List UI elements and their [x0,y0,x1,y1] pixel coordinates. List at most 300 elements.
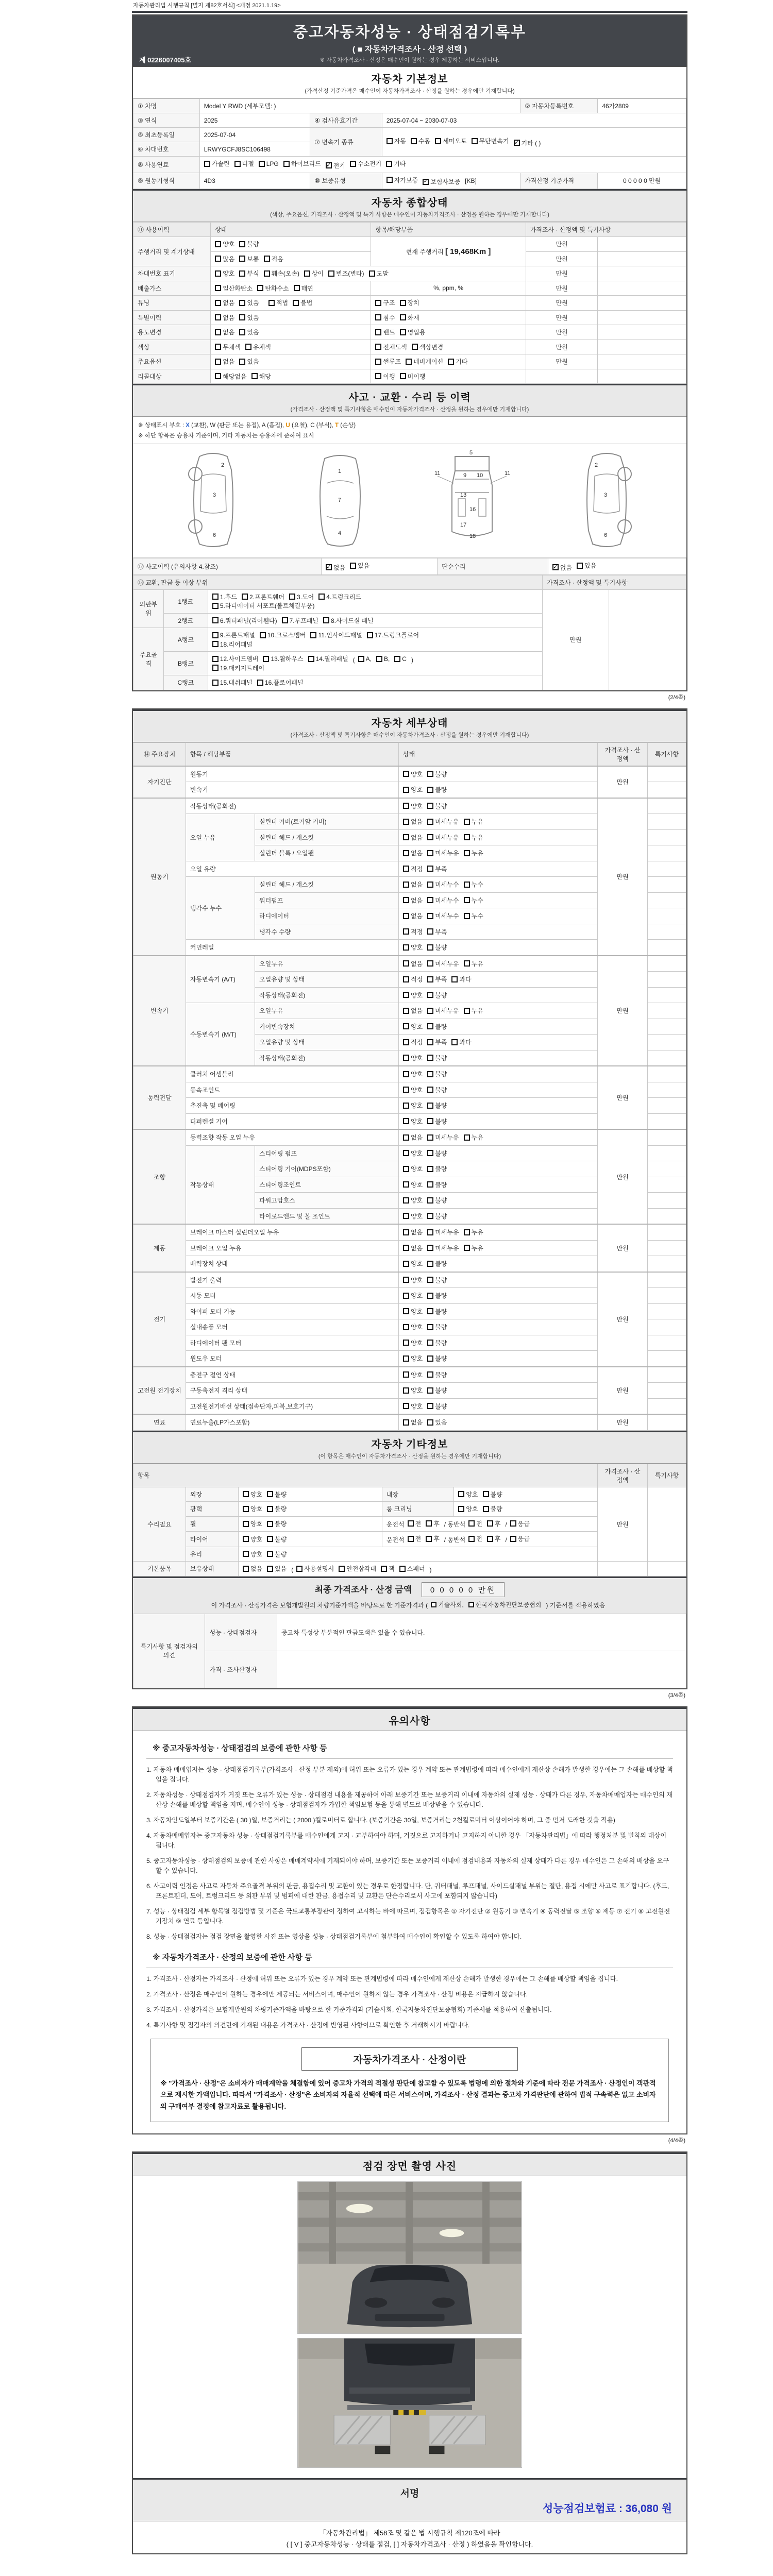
checkbox[interactable] [403,897,409,903]
option-label: 없음 [250,1565,263,1572]
checkbox[interactable] [239,241,245,247]
checkbox[interactable] [403,1245,409,1251]
checkbox[interactable] [394,656,400,662]
checkbox[interactable] [308,656,314,662]
checkbox[interactable] [212,594,219,600]
option [323,616,374,625]
rank-label: A랭크 [164,628,208,652]
checkbox[interactable] [427,771,433,777]
note-cell [647,798,686,814]
checkbox[interactable] [264,270,270,277]
checkbox[interactable] [257,680,263,686]
option [215,357,234,366]
checkbox[interactable] [243,1521,249,1527]
option [403,1006,423,1015]
emission-values: %, ppm, % [371,281,526,296]
col-header: ⑭ 주요장치 [133,742,186,766]
checkbox[interactable] [408,1520,414,1527]
checkbox[interactable] [375,359,381,365]
checkbox[interactable] [427,1103,433,1109]
section-photos [133,2153,686,2176]
item-label: 배력장치 상태 [186,1256,398,1272]
checkbox[interactable] [403,1103,409,1109]
checkbox[interactable] [215,314,221,320]
checkbox[interactable] [427,1118,433,1124]
checkbox[interactable] [215,270,221,277]
checkbox[interactable] [386,138,393,144]
checkbox[interactable] [212,641,219,647]
option [293,298,312,307]
item-label: 기어변속장치 [255,1019,399,1035]
checkbox[interactable] [386,161,392,167]
option-label: 도말 [376,270,389,277]
checkbox[interactable] [296,1566,303,1572]
notices-body [133,1731,686,2133]
checkbox[interactable] [375,300,381,306]
option-label: 5.라디에이터 서포트(볼트체결부품) [220,602,315,609]
checkbox[interactable] [358,656,364,662]
checkbox[interactable] [367,632,373,638]
checkbox[interactable] [242,594,248,600]
option-label: 불량 [435,1181,447,1189]
option-label: 부족 [435,976,447,983]
option-label: 기타 ( ) [521,139,541,147]
checkbox[interactable] [375,314,381,320]
checkbox[interactable] [245,344,251,350]
checkbox[interactable] [403,771,409,777]
checkbox[interactable] [403,1293,409,1299]
checkbox[interactable] [294,285,300,291]
checkbox[interactable] [239,300,245,306]
option [427,1354,447,1363]
checkbox[interactable] [427,803,433,809]
checkbox[interactable] [375,344,381,350]
checkbox[interactable] [403,1340,409,1346]
checkbox[interactable] [427,1008,433,1014]
option-label: 무채색 [223,343,241,351]
checkbox[interactable] [427,882,433,888]
option-label: 양호 [466,1505,478,1513]
option [403,1117,423,1126]
checkbox[interactable]: ✓ [514,139,519,146]
checkbox[interactable] [403,1387,409,1394]
checkbox[interactable] [403,1166,409,1172]
option [427,1101,447,1110]
checkbox[interactable] [204,161,210,167]
document-number: 제 0226007405호 [139,56,192,64]
checkbox[interactable] [403,866,409,872]
checkbox[interactable] [427,1213,433,1219]
checkbox[interactable] [427,1134,433,1141]
option [427,1070,447,1078]
checkbox[interactable] [403,1371,409,1378]
checkbox[interactable] [328,270,334,277]
checkbox[interactable] [403,1355,409,1362]
checkbox[interactable] [403,1118,409,1124]
note-cell [647,1098,686,1114]
checkbox[interactable] [427,960,433,967]
checkbox[interactable] [403,882,409,888]
checkbox[interactable] [310,632,316,638]
checkbox[interactable] [427,897,433,903]
checkbox[interactable] [243,1536,249,1542]
final-price-label: 최종 가격조사 · 산정 금액 [314,1584,412,1595]
checkbox[interactable] [427,1403,433,1409]
checkbox[interactable] [257,285,263,291]
checkbox[interactable] [427,834,433,840]
checkbox[interactable] [408,1536,414,1542]
checkbox[interactable] [403,913,409,919]
checkbox[interactable] [239,329,245,335]
checkbox[interactable] [403,960,409,967]
option-label: 8.사이드실 패널 [330,617,374,624]
price-cell: 만원 [526,354,597,369]
checkbox[interactable] [243,1566,249,1572]
note-cell [647,782,686,798]
state-options [399,1161,598,1177]
checkbox[interactable] [427,1277,433,1283]
checkbox[interactable] [427,1293,433,1299]
checkbox[interactable] [403,1324,409,1330]
checkbox[interactable] [403,850,409,856]
option [263,654,303,663]
notice-item: 8. 성능 · 상태점검자는 점검 장면을 촬영한 사진 또는 영상을 성능 · 상태점검기록부에 첨부하여 매수인이 확인할 수 있도록 하여야 합니다. [146,1933,522,1941]
option-text: ) [411,656,413,664]
accident-history-row [133,558,686,575]
checkbox[interactable] [427,1245,433,1251]
checkbox[interactable] [212,617,219,623]
checkbox[interactable] [427,1166,433,1172]
checkbox[interactable] [427,1055,433,1061]
checkbox[interactable] [426,1520,432,1527]
checkbox[interactable] [267,1506,273,1512]
svg-text:16: 16 [469,506,476,513]
checkbox[interactable] [468,1520,475,1527]
checkbox[interactable] [427,1355,433,1362]
checkbox[interactable] [403,1087,409,1093]
checkbox[interactable] [403,1277,409,1283]
checkbox[interactable] [403,1134,409,1141]
final-price-band [133,1577,686,1614]
checkbox[interactable] [403,944,409,951]
checkbox[interactable] [215,241,221,247]
checkbox[interactable] [427,1181,433,1188]
checkbox[interactable]: ✓ [553,564,558,570]
item-label: 냉각수 수량 [255,924,399,940]
checkbox[interactable] [403,1071,409,1077]
checkbox[interactable] [375,373,381,379]
checkbox[interactable] [427,1419,433,1426]
checkbox[interactable] [427,1197,433,1204]
checkbox[interactable] [403,1055,409,1061]
checkbox[interactable] [427,819,433,825]
checkbox[interactable] [239,256,245,262]
checkbox[interactable] [464,834,470,840]
checkbox[interactable] [487,1520,493,1527]
checkbox[interactable] [464,850,470,856]
checkbox[interactable] [264,256,270,262]
checkbox[interactable] [403,1419,409,1426]
checkbox[interactable] [215,285,221,291]
checkbox[interactable] [406,359,412,365]
checkbox[interactable] [403,976,409,982]
checkbox[interactable] [234,161,241,167]
option [448,357,467,366]
checkbox[interactable] [263,656,269,662]
checkbox[interactable] [267,1551,273,1557]
checkbox[interactable] [451,976,458,982]
checkbox[interactable]: ✓ [326,162,331,168]
checkbox[interactable] [403,1229,409,1235]
checkbox[interactable] [483,1506,489,1512]
checkbox[interactable] [427,1387,433,1394]
checkbox[interactable] [375,329,381,335]
checkbox[interactable] [403,1213,409,1219]
checkbox[interactable] [427,928,433,935]
confirmation-statement [133,2521,686,2553]
checkbox[interactable] [350,161,356,167]
checkbox[interactable] [403,1261,409,1267]
option-label: 1.후드 [220,593,238,601]
checkbox[interactable] [212,680,219,686]
checkbox[interactable] [239,314,245,320]
checkbox[interactable] [403,1023,409,1029]
definition-title: 자동차가격조사 · 산정이란 [301,2047,518,2071]
svg-text:9: 9 [463,472,466,479]
state-options [399,1050,598,1066]
checkbox[interactable] [386,177,393,183]
checkbox[interactable] [427,787,433,793]
checkbox[interactable] [350,563,356,569]
checkbox[interactable]: ✓ [326,564,331,570]
row-label: 외장 [186,1487,238,1502]
note-cell [647,1240,686,1256]
option-label: 미세누수 [435,896,459,904]
checkbox[interactable] [448,359,454,365]
option [267,1564,287,1573]
item-label: 윈도우 모터 [186,1351,398,1367]
checkbox[interactable] [212,665,219,671]
exchange-price-header: 가격조사 · 산정액 및 특기사항 [543,575,686,589]
checkbox[interactable] [403,992,409,998]
option-label: 후 [494,1535,501,1543]
checkbox[interactable] [403,1403,409,1409]
checkbox[interactable] [267,1521,273,1527]
checkbox[interactable] [215,359,221,365]
checkbox[interactable] [323,617,329,623]
checkbox[interactable] [400,300,406,306]
checkbox[interactable] [411,138,417,144]
checkbox[interactable] [510,1520,516,1527]
checkbox[interactable] [464,960,470,967]
checkbox[interactable] [468,1602,474,1607]
checkbox[interactable] [427,1340,433,1346]
checkbox[interactable] [267,1566,273,1572]
checkbox[interactable] [403,819,409,825]
checkbox[interactable] [400,314,406,320]
checkbox[interactable] [212,632,219,638]
checkbox[interactable] [472,138,478,144]
checkbox[interactable] [243,1506,249,1512]
checkbox[interactable] [427,913,433,919]
checkbox[interactable] [215,373,221,379]
checkbox[interactable] [427,1324,433,1330]
option [215,328,234,336]
special-history-options [211,310,371,325]
checkbox[interactable] [215,329,221,335]
checkbox[interactable] [381,1566,387,1572]
checkbox[interactable] [427,1371,433,1378]
color-item-options [371,340,526,354]
checkbox[interactable] [251,373,258,379]
checkbox[interactable] [212,603,219,609]
checkbox[interactable] [212,656,219,662]
checkbox[interactable] [403,1308,409,1314]
option [326,563,345,572]
option-label: 없음 [411,960,423,968]
checkbox[interactable] [400,373,406,379]
note-cell [647,1145,686,1161]
checkbox[interactable] [464,1134,470,1141]
checkbox[interactable] [289,594,295,600]
item-label: 오일누유 [255,956,399,972]
checkbox[interactable]: ✓ [423,178,428,184]
checkbox[interactable] [451,1039,458,1045]
checkbox[interactable] [426,1536,432,1542]
checkbox[interactable] [487,1536,493,1542]
option [403,833,423,842]
checkbox[interactable] [400,329,406,335]
option-label: 불량 [435,991,447,999]
checkbox[interactable] [403,1150,409,1156]
checkbox[interactable] [267,1536,273,1542]
option-label: 미세누유 [435,850,459,857]
checkbox[interactable] [458,1506,464,1512]
checkbox[interactable] [427,992,433,998]
option-label: 불량 [435,1197,447,1204]
checkbox[interactable] [259,161,265,167]
col-header: 가격조사 · 산정액 [598,1464,648,1487]
option [403,1070,423,1078]
checkbox[interactable] [268,300,275,306]
option-label: 부족 [435,928,447,936]
checkbox[interactable] [243,1491,249,1497]
checkbox[interactable] [577,563,583,569]
checkbox[interactable] [427,1087,433,1093]
checkbox[interactable] [464,1008,470,1014]
option-label: 없음 [560,564,572,571]
note-cell [598,354,686,369]
checkbox[interactable] [215,344,221,350]
checkbox[interactable] [427,1150,433,1156]
checkbox[interactable] [399,1566,406,1572]
option [427,1291,447,1300]
checkbox[interactable] [427,1039,433,1045]
checkbox[interactable] [215,300,221,306]
checkbox[interactable] [464,882,470,888]
checkbox[interactable] [427,866,433,872]
checkbox[interactable] [427,1071,433,1077]
checkbox[interactable] [427,1308,433,1314]
state-options [399,1383,598,1399]
checkbox[interactable] [403,803,409,809]
item-label: 라디에이터 [255,908,399,924]
option-label: 불량 [275,1520,287,1528]
state-options [399,861,598,877]
checkbox[interactable] [283,161,290,167]
rank-label: C랭크 [164,675,208,690]
state-options [399,1177,598,1193]
checkbox[interactable] [243,1551,249,1557]
checkbox[interactable] [318,594,325,600]
checkbox[interactable] [427,1229,433,1235]
option [427,802,447,810]
checkbox[interactable] [403,834,409,840]
checkbox[interactable] [468,1536,475,1542]
checkbox[interactable] [376,656,382,662]
checkbox[interactable] [510,1536,516,1542]
checkbox[interactable] [260,632,266,638]
checkbox[interactable] [427,1023,433,1029]
checkbox[interactable] [464,1245,470,1251]
checkbox[interactable] [427,850,433,856]
option [451,975,471,984]
option [464,817,483,826]
option [403,785,423,794]
checkbox[interactable] [431,1602,436,1607]
page-marker-3: (3/4쪽) [668,1692,685,1699]
checkbox[interactable] [403,1197,409,1204]
checkbox[interactable] [369,270,375,277]
checkbox[interactable] [464,819,470,825]
option [350,561,369,570]
checkbox[interactable] [435,138,441,144]
checkbox[interactable] [427,1261,433,1267]
checkbox[interactable] [403,928,409,935]
checkbox[interactable] [403,787,409,793]
checkbox[interactable] [427,976,433,982]
option-label: 불량 [275,1535,287,1543]
checkbox[interactable] [403,1008,409,1014]
option-label: 없음 [223,358,235,365]
mileage-state-options [211,237,371,252]
checkbox[interactable] [403,1181,409,1188]
inspection-photo-front [297,2181,522,2334]
field-label: 가격산정 기준가격 [520,173,598,189]
checkbox[interactable] [267,1491,273,1497]
checkbox[interactable] [464,897,470,903]
option [403,1086,423,1094]
checkbox[interactable] [215,256,221,262]
checkbox[interactable] [403,1039,409,1045]
option-label: 침수 [383,314,395,321]
checkbox[interactable] [293,300,299,306]
device-group-label: 자기진단 [133,766,186,798]
option [318,592,361,601]
checkbox[interactable] [239,359,245,365]
checkbox[interactable] [427,944,433,951]
checkbox[interactable] [239,270,245,277]
checkbox[interactable] [483,1491,489,1497]
checkbox[interactable] [282,617,288,623]
checkbox[interactable] [412,344,418,350]
option-label: 하이브리드 [291,160,321,167]
checkbox[interactable] [464,1229,470,1235]
checkbox[interactable] [458,1491,464,1497]
checkbox[interactable] [339,1566,345,1572]
checkbox[interactable] [464,913,470,919]
checkbox[interactable] [304,270,310,277]
